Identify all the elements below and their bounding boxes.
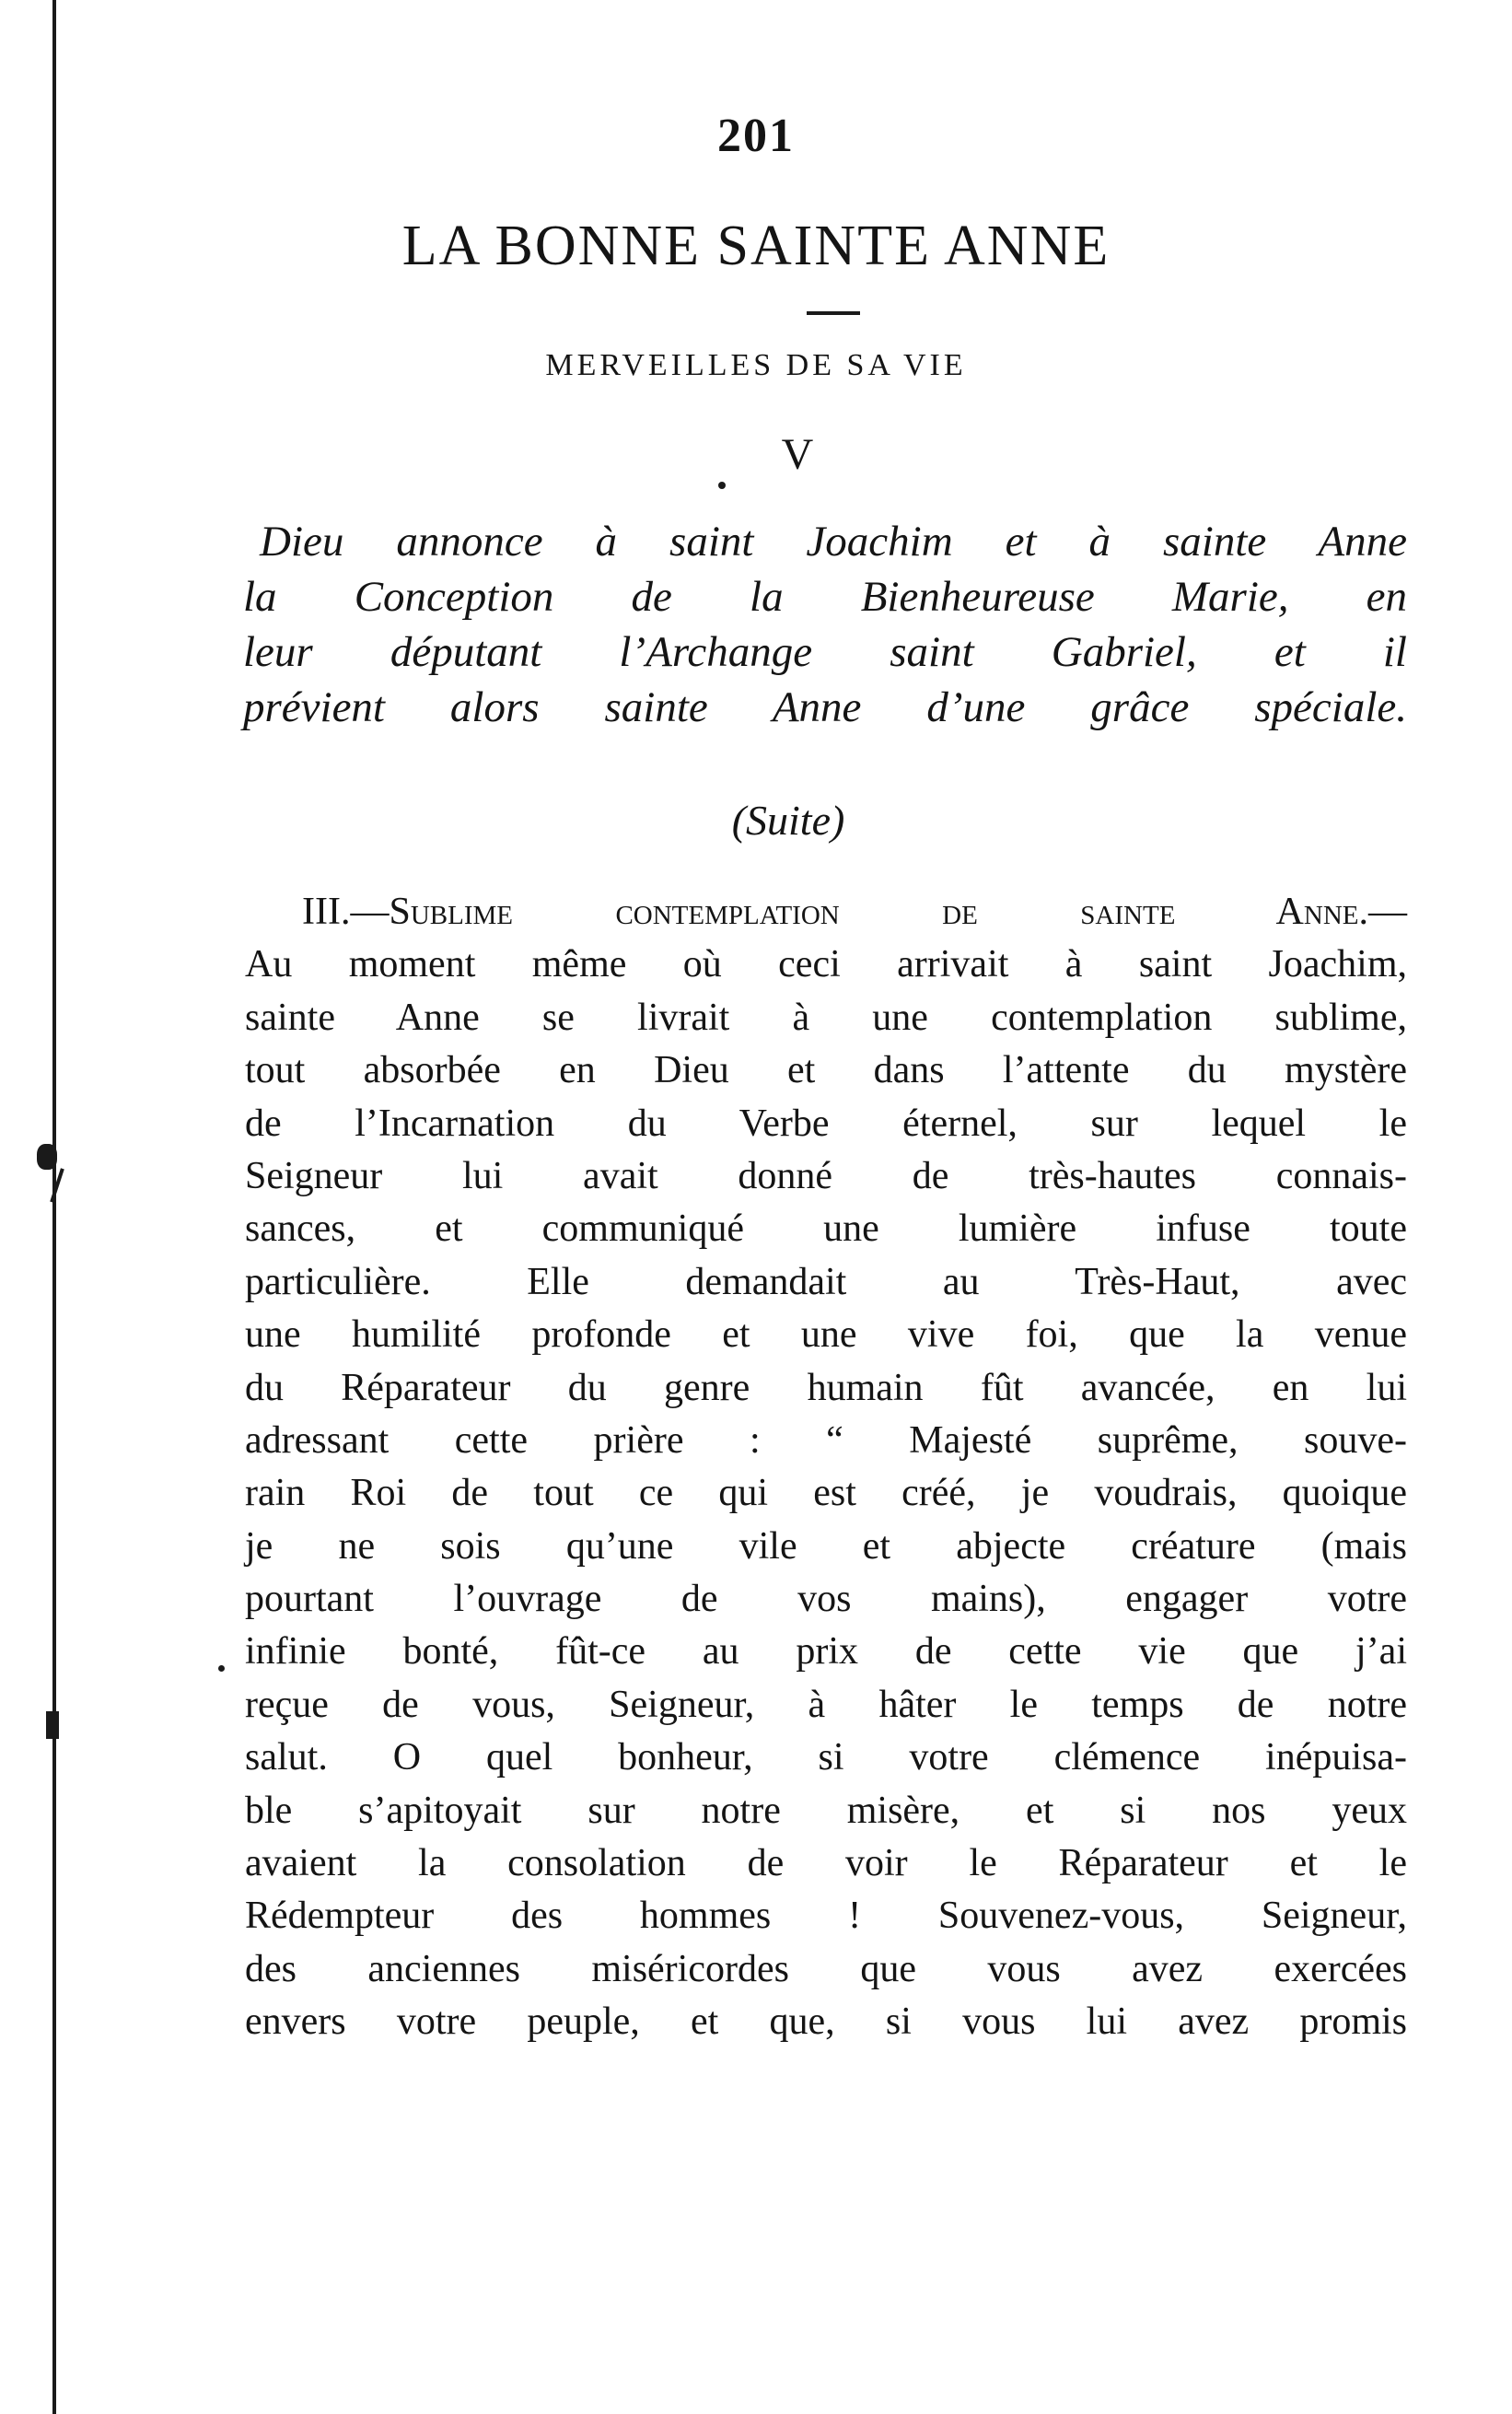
margin-mark	[37, 1144, 57, 1170]
chapter-heading-line: prévient alors sainte Anne d’une grâce spéciale.	[243, 683, 1407, 731]
body-line: Rédempteur des hommes ! Souvenez-vous, Seigneur,	[245, 1895, 1407, 1938]
body-line: salut. O quel bonheur, si votre clémence inépuisa-	[245, 1736, 1407, 1779]
body-line: infinie bonté, fût-ce au prix de cette vie que j’ai	[245, 1630, 1407, 1673]
chapter-heading-line: la Conception de la Bienheureuse Marie, en	[243, 573, 1407, 621]
margin-mark	[718, 482, 726, 489]
body-line: envers votre peuple, et que, si vous lui avez promis	[245, 2000, 1407, 2044]
section-title: Sublime contemplation de sainte Anne.	[389, 891, 1368, 933]
body-line: ble s’apitoyait sur notre misère, et si nos yeux	[245, 1789, 1407, 1832]
chapter-number: V	[781, 430, 814, 479]
section-dash: —	[1368, 891, 1407, 933]
body-line: pourtant l’ouvrage de vos mains), engager votre	[245, 1578, 1407, 1621]
body-line: sances, et communiqué une lumière infuse toute	[245, 1207, 1407, 1251]
body-line: Au moment même où ceci arrivait à saint Joachim,	[245, 943, 1407, 986]
margin-mark	[218, 1665, 225, 1672]
body-line: reçue de vous, Seigneur, à hâter le temps de notre	[245, 1683, 1407, 1726]
body-line: avaient la consolation de voir le Réparateur et le	[245, 1842, 1407, 1885]
page-subtitle: MERVEILLES DE SA VIE	[545, 348, 967, 382]
body-line: particulière. Elle demandait au Très-Haut, avec	[245, 1260, 1407, 1303]
body-line: sainte Anne se livrait à une contemplation sublime,	[245, 996, 1407, 1039]
body-line: de l’Incarnation du Verbe éternel, sur lequel le	[245, 1102, 1407, 1145]
body-text	[245, 886, 1407, 2049]
chapter-heading-line: Dieu annonce à saint Joachim et à sainte Anne	[260, 518, 1407, 566]
body-line: je ne sois qu’une vile et abjecte créature (mais	[245, 1524, 1407, 1568]
body-line: des anciennes miséricordes que vous avez exercées	[245, 1947, 1407, 1990]
section-label: III.—	[302, 891, 390, 933]
body-line: Seigneur lui avait donné de très-hautes connais-	[245, 1154, 1407, 1197]
chapter-heading	[243, 514, 1407, 735]
section-heading-line	[245, 886, 1407, 939]
continuation-note: (Suite)	[731, 797, 845, 844]
body-line: du Réparateur du genre humain fût avancée, en lui	[245, 1366, 1407, 1409]
body-line: rain Roi de tout ce qui est créé, je voudrais, quoique	[245, 1472, 1407, 1515]
body-line: tout absorbée en Dieu et dans l’attente du mystère	[245, 1049, 1407, 1092]
chapter-heading-line: leur députant l’Archange saint Gabriel, et il	[243, 628, 1407, 676]
body-line: une humilité profonde et une vive foi, que la venue	[245, 1313, 1407, 1357]
body-line: adressant cette prière : “ Majesté suprême, souve-	[245, 1418, 1407, 1462]
title-divider	[807, 311, 860, 315]
margin-mark	[46, 1711, 59, 1739]
page-title: LA BONNE SAINTE ANNE	[401, 215, 1111, 277]
page-number: 201	[717, 110, 795, 162]
